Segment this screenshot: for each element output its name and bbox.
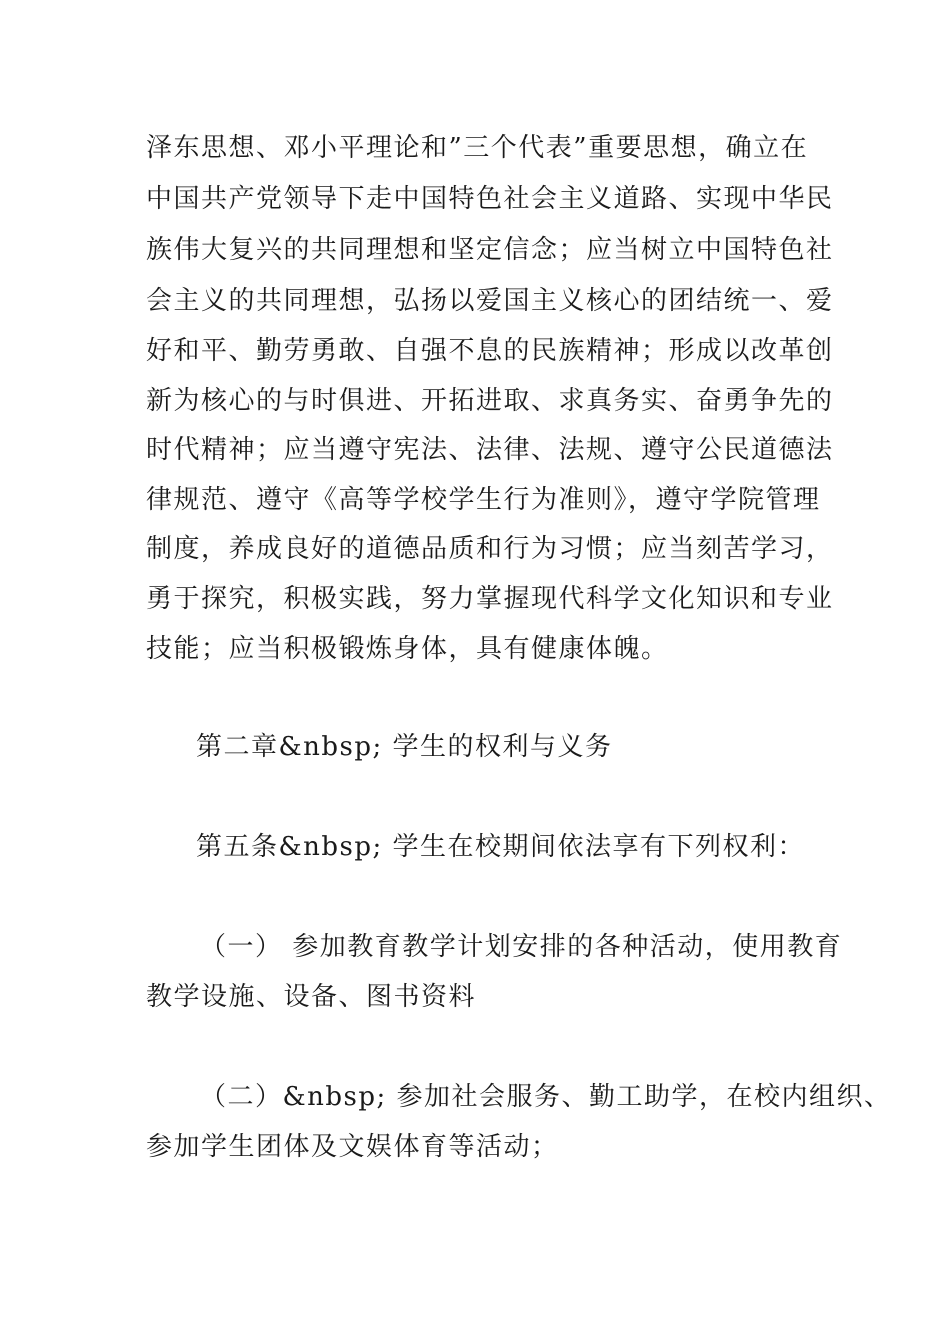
article-5: 第五条&nbsp; 学生在校期间依法享有下列权利： [196,832,806,862]
paragraph-line: 泽东思想、邓小平理论和”三个代表”重要思想，确立在 [146,133,809,163]
paragraph-line: 好和平、勤劳勇敢、自强不息的民族精神；形成以改革创 [146,336,834,366]
list-item-1-line: （一） 参加教育教学计划安排的各种活动，使用教育 [200,932,843,962]
paragraph-line: 技能；应当积极锻炼身体，具有健康体魄。 [146,634,669,664]
list-item-2-line: （二）&nbsp; 参加社会服务、勤工助学，在校内组织、 [200,1082,892,1112]
paragraph-line: 会主义的共同理想，弘扬以爱国主义核心的团结统一、爱 [146,286,834,316]
chapter-heading: 第二章&nbsp; 学生的权利与义务 [196,732,613,762]
paragraph-line: 族伟大复兴的共同理想和坚定信念；应当树立中国特色社 [146,235,834,265]
paragraph-line: 制度，养成良好的道德品质和行为习惯；应当刻苦学习， [146,534,834,564]
paragraph-line: 中国共产党领导下走中国特色社会主义道路、实现中华民 [146,184,834,214]
list-item-1-line: 教学设施、设备、图书资料 [146,982,477,1012]
paragraph-line: 勇于探究，积极实践，努力掌握现代科学文化知识和专业 [146,584,834,614]
paragraph-line: 新为核心的与时俱进、开拓进取、求真务实、奋勇争先的 [146,386,834,416]
list-item-2-line: 参加学生团体及文娱体育等活动； [146,1132,559,1162]
paragraph-line: 时代精神；应当遵守宪法、法律、法规、遵守公民道德法 [146,435,834,465]
paragraph-line: 律规范、遵守《高等学校学生行为准则》，遵守学院管理 [146,485,821,515]
